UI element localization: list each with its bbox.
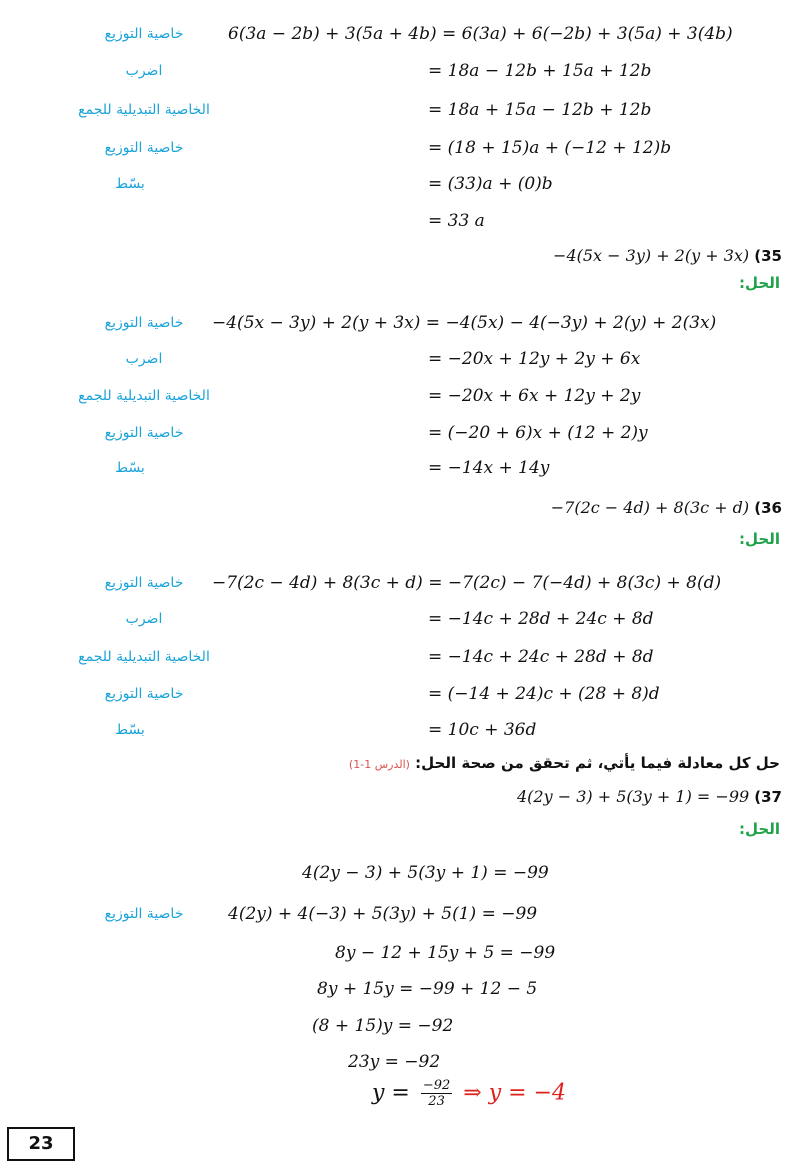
equation-line: 8y − 12 + 15y + 5 = −99 — [335, 943, 556, 963]
step-label: خاصية التوزيع — [104, 425, 184, 441]
problem-number: (37 — [754, 788, 782, 806]
problem-number: (36 — [754, 499, 782, 517]
step-label: الخاصية التبديلية للجمع — [78, 102, 210, 118]
fraction-numerator: −92 — [422, 1078, 451, 1093]
problem-37 — [517, 787, 782, 806]
equation-line: = (33)a + (0)b — [428, 174, 553, 194]
answer-lhs: y = — [372, 1080, 417, 1106]
problem-expression: −7(2c − 4d) + 8(3c + d) — [550, 498, 750, 517]
implies-arrow: ⇒ — [456, 1080, 489, 1106]
step-label: بسّط — [115, 722, 145, 738]
equation-line: −7(2c − 4d) + 8(3c + d) = −7(2c) − 7(−4d) + 8(3c) + 8(d) — [212, 573, 722, 593]
equation-line: 6(3a − 2b) + 3(5a + 4b) = 6(3a) + 6(−2b) + 3(5a) + 3(4b) — [228, 24, 733, 44]
step-label: خاصية التوزيع — [104, 686, 184, 702]
problem-number: (35 — [754, 247, 782, 265]
step-label: الخاصية التبديلية للجمع — [78, 649, 210, 665]
page-number: 23 — [7, 1127, 75, 1161]
answer-fraction — [421, 1078, 452, 1109]
step-label: اضرب — [125, 611, 163, 627]
instruction-text: حل كل معادلة فيما يأتي، ثم تحقق من صحة الحل: — [415, 754, 780, 772]
solution-label: الحل: — [739, 820, 780, 838]
equation-line: 8y + 15y = −99 + 12 − 5 — [317, 979, 538, 999]
step-label: خاصية التوزيع — [104, 140, 184, 156]
step-label: اضرب — [125, 63, 163, 79]
fraction-denominator: 23 — [428, 1094, 445, 1109]
step-label: بسّط — [115, 460, 145, 476]
equation-line: = (−20 + 6)x + (12 + 2)y — [428, 423, 648, 443]
step-label: خاصية التوزيع — [104, 315, 184, 331]
problem-expression: 4(2y − 3) + 5(3y + 1) = −99 — [516, 787, 750, 806]
equation-line: = (18 + 15)a + (−12 + 12)b — [428, 138, 672, 158]
answer-result: y = −4 — [488, 1080, 566, 1106]
equation-line: = −20x + 6x + 12y + 2y — [428, 386, 641, 406]
equation-line: = 10c + 36d — [428, 720, 537, 740]
equation-line: = −14x + 14y — [428, 458, 550, 478]
step-label: اضرب — [125, 351, 163, 367]
problem-expression: −4(5x − 3y) + 2(y + 3x) — [553, 246, 750, 265]
equation-line: 4(2y) + 4(−3) + 5(3y) + 5(1) = −99 — [228, 904, 538, 924]
problem-35 — [553, 246, 782, 265]
step-label: خاصية التوزيع — [104, 575, 184, 591]
equation-line: = 33 a — [428, 211, 485, 231]
equation-line: −4(5x − 3y) + 2(y + 3x) = −4(5x) − 4(−3y) + 2(y) + 2(3x) — [212, 313, 717, 333]
step-label: خاصية التوزيع — [104, 26, 184, 42]
problem-36 — [551, 498, 782, 517]
equation-line: 23y = −92 — [348, 1052, 441, 1072]
equation-line: = −20x + 12y + 2y + 6x — [428, 349, 641, 369]
equation-line: = 18a − 12b + 15a + 12b — [428, 61, 652, 81]
solution-label: الحل: — [739, 274, 780, 292]
equation-line: 4(2y − 3) + 5(3y + 1) = −99 — [302, 863, 549, 883]
solution-label: الحل: — [739, 530, 780, 548]
instruction — [349, 754, 780, 772]
equation-line: = (−14 + 24)c + (28 + 8)d — [428, 684, 660, 704]
equation-line: = −14c + 24c + 28d + 8d — [428, 647, 654, 667]
equation-line: (8 + 15)y = −92 — [312, 1016, 454, 1036]
lesson-reference: (الدرس 1-1) — [348, 758, 410, 771]
step-label: بسّط — [115, 176, 145, 192]
final-answer — [372, 1078, 566, 1109]
equation-line: = −14c + 28d + 24c + 8d — [428, 609, 654, 629]
step-label: خاصية التوزيع — [104, 906, 184, 922]
equation-line: = 18a + 15a − 12b + 12b — [428, 100, 652, 120]
step-label: الخاصية التبديلية للجمع — [78, 388, 210, 404]
